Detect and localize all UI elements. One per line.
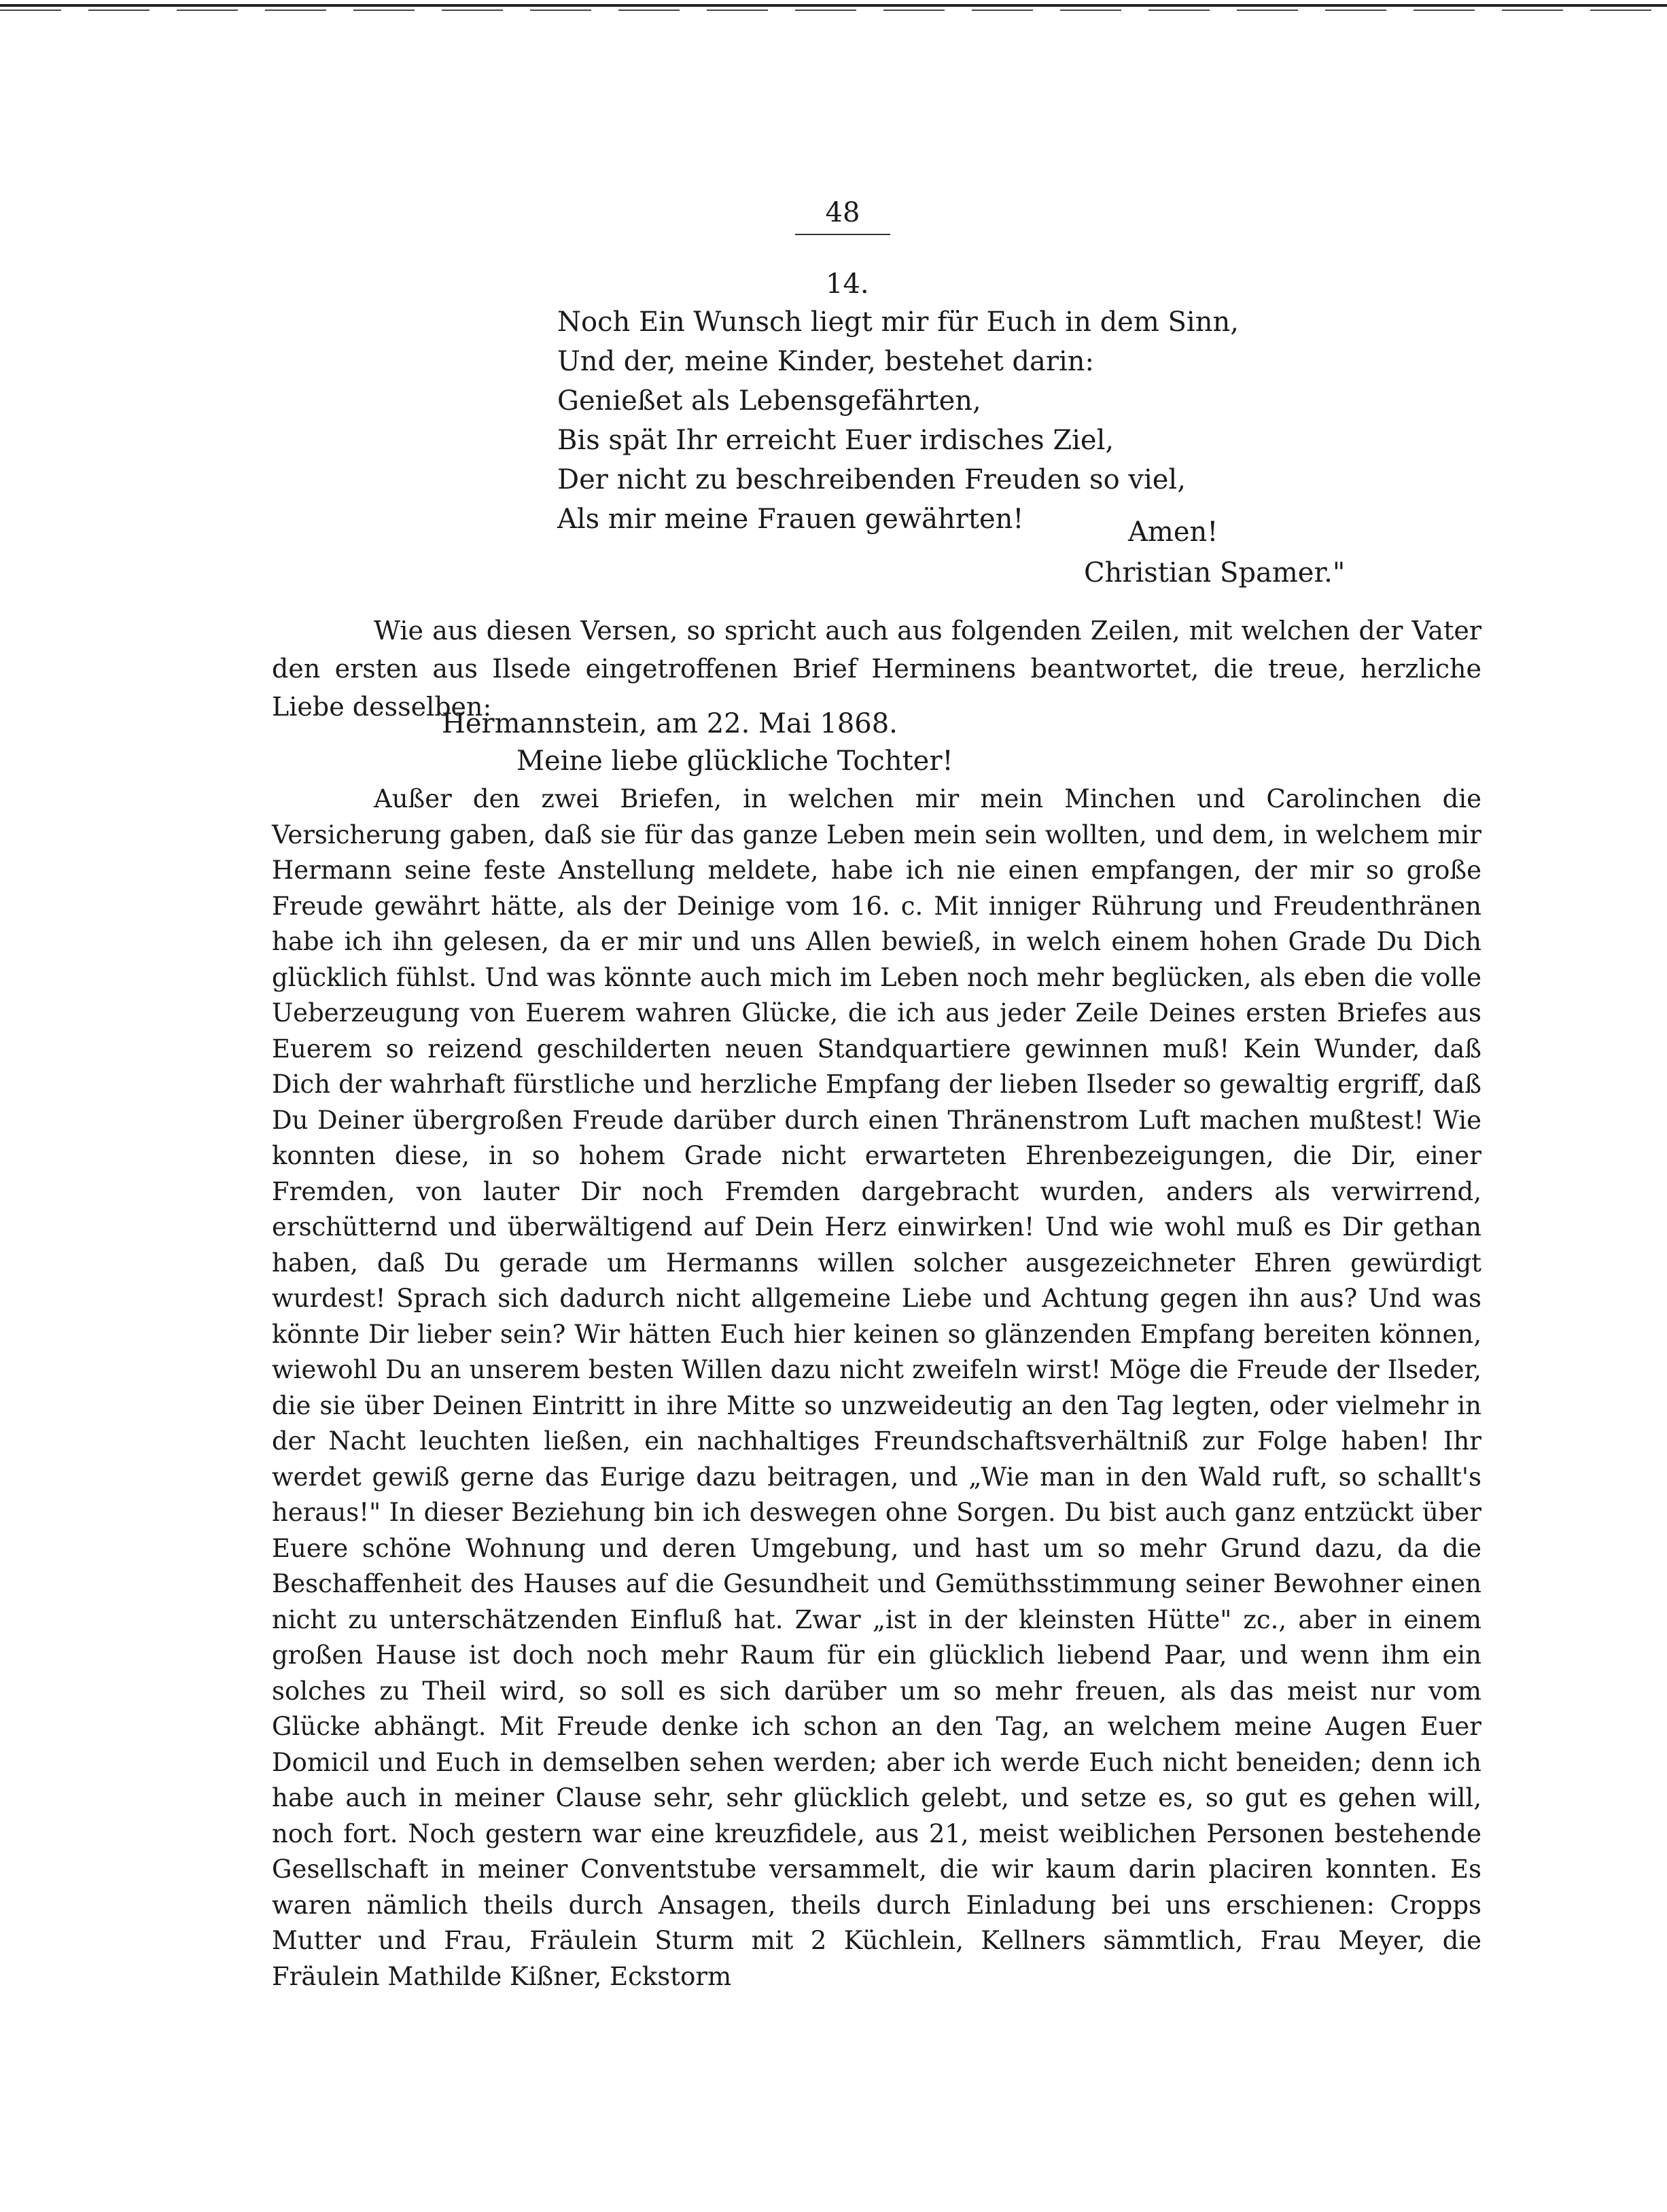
- poem-line: Bis spät Ihr erreicht Euer irdisches Ziel,: [557, 425, 1115, 456]
- poem-amen: Amen!: [1128, 516, 1218, 548]
- poem-line: Noch Ein Wunsch liegt mir für Euch in dem Sinn,: [557, 306, 1239, 338]
- page-number-rule: [795, 234, 890, 235]
- poem-line: Der nicht zu beschreibenden Freuden so viel,: [557, 464, 1186, 495]
- page-number: 48: [825, 197, 860, 228]
- letter-body: Außer den zwei Briefen, in welchen mir mein Minchen und Carolinchen die Versicherung gaben, daß sie für das ganze Leben mein sein wollten, und dem, in welchem mir Hermann seine feste Anstellung meldete, habe ich nie einen empfangen, der mir so große Freude gewährt hätte, als der Deinige vom 16. c. Mit inniger Rührung und Freudenthränen habe ich ihn gelesen, da er mir und uns Allen bewieß, in welch einem hohen Grade Du Dich glücklich fühlst. Und was könnte auch mich im Leben noch mehr beglücken, als eben die volle Ueberzeugung von Euerem wahren Glücke, die ich aus jeder Zeile Deines ersten Briefes aus Euerem so reizend geschilderten neuen Standquartiere gewinnen muß! Kein Wunder, daß Dich der wahrhaft fürstliche und herzliche Empfang der lieben Ilseder so gewaltig ergriff, daß Du Deiner übergroßen Freude darüber durch einen Thränenstrom Luft machen mußtest! Wie konnten diese, in so hohem Grade nicht erwarteten Ehrenbezeigungen, die Dir, einer Fremden, von lauter Dir noch Fremden dargebracht wurden, anders als verwirrend, erschütternd und überwältigend auf Dein Herz einwirken! Und wie wohl muß es Dir gethan haben, daß Du gerade um Hermanns willen solcher ausgezeichneter Ehren gewürdigt wurdest! Sprach sich dadurch nicht allgemeine Liebe und Achtung gegen ihn aus? Und was könnte Dir lieber sein? Wir hätten Euch hier keinen so glänzenden Empfang bereiten können, wiewohl Du an unserem besten Willen dazu nicht zweifeln wirst! Möge die Freude der Ilseder, die sie über Deinen Eintritt in ihre Mitte so unzweideutig an den Tag legten, oder vielmehr in der Nacht leuchten ließen, ein nachhaltiges Freundschaftsverhältniß zur Folge haben! Ihr werdet gewiß gerne das Eurige dazu beitragen, und „Wie man in den Wald ruft, so schallt's heraus!" In dieser Beziehung bin ich deswegen ohne Sorgen. Du bist auch ganz entzückt über Euere schöne Wohnung und deren Umgebung, und hast um so mehr Grund dazu, da die Beschaffenheit des Hauses auf die Gesundheit und Gemüthsstimmung seiner Bewohner einen nicht zu unterschätzenden Einfluß hat. Zwar „ist in der kleinsten Hütte" zc., aber in einem großen Hause ist doch noch mehr Raum für ein glücklich liebend Paar, und wenn ihm ein solches zu Theil wird, so soll es sich darüber um so mehr freuen, als das meist nur vom Glücke abhängt. Mit Freude denke ich schon an den Tag, an welchem meine Augen Euer Domicil und Euch in demselben sehen werden; aber ich werde Euch nicht beneiden; denn ich habe auch in meiner Clause sehr, sehr glücklich gelebt, und setze es, so gut es gehen will, noch fort. Noch gestern war eine kreuzfidele, aus 21, meist weiblichen Personen bestehende Gesellschaft in meiner Conventstube versammelt, die wir kaum darin placiren konnten. Es waren nämlich theils durch Ansagen, theils durch Einladung bei uns erschienen: Cropps Mutter und Frau, Fräulein Sturm mit 2 Küchlein, Kellners sämmtlich, Frau Meyer, die Fräulein Mathilde Kißner, Eckstorm: [272, 784, 1481, 1991]
- poem-stanza: [557, 302, 1373, 539]
- poem-line: Als mir meine Frauen gewährten!: [557, 504, 1024, 535]
- scan-edge-dashes: [0, 10, 1667, 11]
- poem-line: Genießet als Lebensgefährten,: [557, 385, 981, 417]
- stanza-number: 14.: [826, 268, 869, 300]
- letter-salutation: Meine liebe glückliche Tochter!: [516, 745, 953, 777]
- scan-edge-line: [0, 4, 1667, 7]
- scan-edge-rule: [0, 0, 1667, 10]
- poem-signature: Christian Spamer.": [1084, 557, 1346, 589]
- intro-paragraph: Wie aus diesen Versen, so spricht auch aus folgenden Zeilen, mit welchen der Vater den ersten aus Ilsede eingetroffenen Brief Herminens beantwortet, die treue, herzliche Liebe desselben:: [272, 616, 1481, 722]
- poem-line: Und der, meine Kinder, bestehet darin:: [557, 346, 1095, 377]
- letter-dateline: Hermannstein, am 22. Mai 1868.: [442, 708, 898, 739]
